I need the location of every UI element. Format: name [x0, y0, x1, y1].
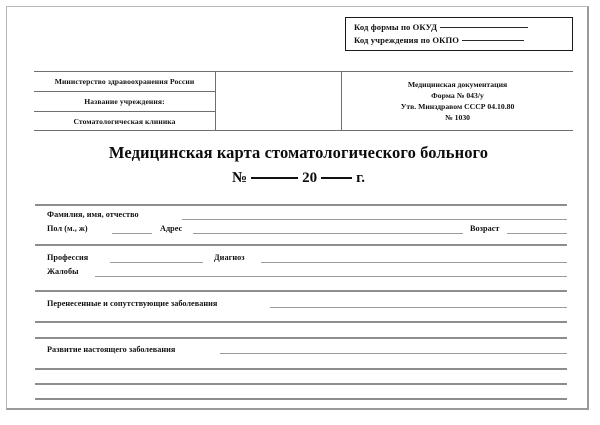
- field-input-fio[interactable]: [182, 219, 567, 220]
- development-blank-line-2[interactable]: [35, 383, 567, 385]
- field-input-diagnosis[interactable]: [261, 262, 567, 263]
- field-label-profession: Профессия: [47, 253, 89, 262]
- header-table: [34, 71, 573, 131]
- form-number-line: Форма № 043/у: [431, 91, 484, 100]
- okud-code-label: Код формы по ОКУД: [354, 22, 438, 32]
- okud-okpo-code-box: [345, 17, 573, 51]
- header-doc-info-inner: [342, 71, 573, 131]
- header-institution-name-row: Название учреждения:: [34, 91, 215, 111]
- field-input-past-diseases[interactable]: [270, 307, 567, 308]
- registry-number-line: № 1030: [444, 113, 471, 122]
- field-label-complaints: Жалобы: [47, 267, 79, 276]
- year-prefix: 20: [302, 170, 318, 186]
- year-blank[interactable]: [321, 177, 352, 179]
- field-input-age[interactable]: [507, 233, 567, 234]
- year-suffix: г.: [356, 170, 365, 186]
- header-doc-info-cell: [342, 71, 573, 131]
- field-input-complaints[interactable]: [95, 276, 567, 277]
- page-title: Медицинская карта стоматологического больного: [108, 143, 489, 162]
- section-rule-4: [35, 337, 567, 339]
- section-rule-3: [35, 290, 567, 292]
- header-empty-inner: [216, 71, 341, 131]
- development-blank-line-1[interactable]: [35, 368, 567, 370]
- field-label-fio: Фамилия, имя, отчество: [47, 210, 139, 219]
- header-empty-cell: [216, 71, 342, 131]
- okud-code-blank[interactable]: [440, 27, 528, 28]
- development-blank-line-3[interactable]: [35, 398, 567, 400]
- field-label-address: Адрес: [160, 224, 183, 233]
- field-input-disease-development[interactable]: [220, 353, 567, 354]
- field-label-past-diseases: Перенесенные и сопутствующие заболевания: [47, 299, 218, 308]
- okpo-code-row: [354, 34, 564, 47]
- header-institution-cell: [34, 71, 216, 131]
- page-title-block: [7, 143, 590, 187]
- field-label-diagnosis: Диагноз: [214, 253, 245, 262]
- section-rule-2: [35, 244, 567, 246]
- section-rule-1: [35, 204, 567, 206]
- okpo-code-label: Код учреждения по ОКПО: [354, 34, 460, 45]
- field-label-sex: Пол (м., ж): [47, 224, 88, 233]
- field-input-address[interactable]: [193, 233, 463, 234]
- field-label-age: Возраст: [470, 224, 500, 233]
- header-ministry-row: Министерство здравоохранения России: [34, 71, 215, 91]
- past-diseases-blank-line-1[interactable]: [35, 321, 567, 323]
- field-input-sex[interactable]: [112, 233, 152, 234]
- header-clinic-row: Стоматологическая клиника: [34, 111, 215, 131]
- okpo-code-blank[interactable]: [462, 40, 524, 41]
- field-input-profession[interactable]: [110, 262, 203, 263]
- doc-type-line: Медицинская документация: [407, 80, 508, 89]
- number-symbol: №: [232, 170, 248, 186]
- approval-line: Утв. Минздравом СССР 04.10.80: [400, 102, 515, 111]
- okud-code-row: [354, 21, 564, 34]
- card-number-blank[interactable]: [251, 177, 298, 179]
- document-page: [6, 6, 589, 410]
- field-label-disease-development: Развитие настоящего заболевания: [47, 345, 176, 354]
- card-number-line: [7, 170, 590, 187]
